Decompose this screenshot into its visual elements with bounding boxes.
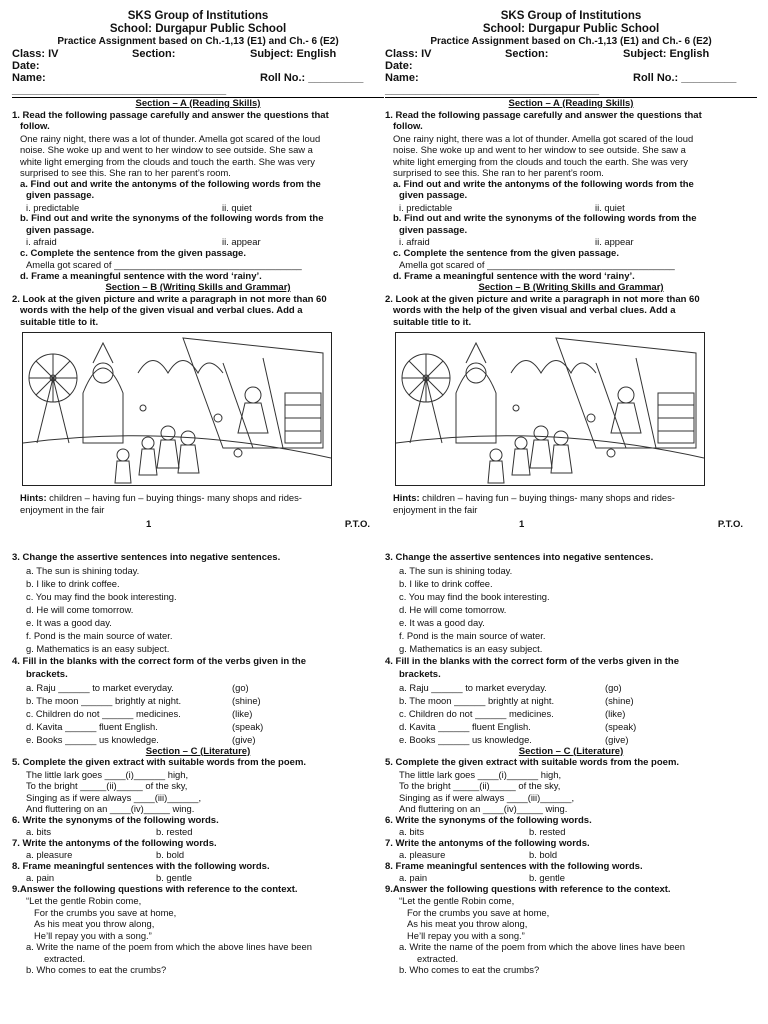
word-item: ii. appear (595, 236, 634, 247)
hints-cont: enjoyment in the fair (20, 503, 105, 515)
q3-item: b. I like to drink coffee. (399, 577, 493, 589)
question-3: 3. Change the assertive sentences into negative sentences. (12, 552, 281, 563)
section-label: Section: (505, 48, 549, 60)
word-item: ii. appear (222, 236, 261, 247)
poem-line: Singing as if were always ____(iii)______, (26, 791, 202, 803)
sheet-page-1-left (12, 10, 384, 530)
extract-line: He’ll repay you with a song.” (34, 929, 152, 941)
assignment-title: Practice Assignment based on Ch.-1,13 (E1) and Ch.- 6 (E2) (430, 36, 712, 47)
question-9a-cont: extracted. (417, 952, 459, 964)
section-a-title: Section – A (Reading Skills) (508, 98, 634, 109)
q4-sentence: b. The moon ______ brightly at night. (399, 694, 555, 706)
date-row (12, 60, 384, 72)
word-item: a. pleasure (26, 849, 73, 860)
question-8: 8. Frame meaningful sentences with the following words. (12, 860, 270, 872)
school-name: School: Durgapur Public School (482, 23, 660, 35)
passage-line: white light emerging from the clouds and touch the earth. She was very (20, 155, 315, 167)
q4-item (12, 694, 384, 707)
word-item: a. pleasure (399, 849, 446, 860)
q4-sentence: b. The moon ______ brightly at night. (26, 694, 182, 706)
q4-item (385, 707, 757, 720)
q4-item (12, 720, 384, 733)
roll-label: Roll No.: _________ (633, 72, 737, 84)
hints-label: Hints: (393, 492, 420, 503)
question-1-cont: follow. (393, 121, 423, 132)
question-1c: c. Complete the sentence from the given passage. (20, 247, 246, 259)
question-1c-line: Amella got scared of ____________________________________ (26, 259, 302, 270)
fair-illustration (396, 333, 704, 485)
word-item: ii. quiet (595, 201, 625, 213)
passage-line: noise. She woke up and went to her window to see outside. She saw a (393, 144, 686, 155)
page-number: 1 (146, 519, 152, 530)
q4-verb: (shine) (605, 694, 634, 706)
passage-line: surprised to see this. She ran to her parent’s room. (393, 167, 604, 178)
sheet-page-2-right (385, 552, 757, 1012)
q4-verb: (like) (232, 707, 253, 719)
question-9: 9.Answer the following questions with reference to the context. (12, 883, 298, 895)
q4-item (385, 681, 757, 694)
q4-item (12, 707, 384, 720)
question-1a-cont: given passage. (399, 190, 468, 201)
assignment-title: Practice Assignment based on Ch.-1,13 (E1) and Ch.- 6 (E2) (57, 36, 339, 47)
question-3: 3. Change the assertive sentences into negative sentences. (385, 552, 654, 563)
poem-line: To the bright _____(ii)_____ of the sky, (26, 780, 188, 791)
question-1b-cont: given passage. (26, 224, 95, 236)
date-row (385, 60, 757, 72)
word-item: a. pain (399, 872, 428, 883)
question-6: 6. Write the synonyms of the following words. (385, 814, 592, 826)
q3-item: d. He will come tomorrow. (399, 603, 507, 615)
section-b-title: Section – B (Writing Skills and Grammar) (478, 282, 664, 293)
q4-sentence: d. Kavita ______ fluent English. (399, 720, 531, 732)
q4-sentence: c. Children do not ______ medicines. (399, 707, 554, 719)
q4-item (385, 733, 757, 746)
question-9a-cont: extracted. (44, 952, 86, 964)
q3-item: f. Pond is the main source of water. (26, 629, 173, 641)
question-1b-words (385, 236, 757, 248)
pto-label: P.T.O. (344, 519, 370, 530)
question-1b-cont: given passage. (399, 224, 468, 236)
fair-illustration (23, 333, 331, 485)
fair-picture (395, 332, 705, 486)
hints-cont: enjoyment in the fair (393, 503, 478, 515)
question-1a: a. Find out and write the antonyms of the following words from the (393, 178, 694, 190)
word-item: a. bits (26, 826, 52, 837)
date-label: Date: (12, 60, 40, 72)
q4-item (385, 720, 757, 733)
hints-text: children – having fun – buying things- many shops and rides- (422, 492, 675, 503)
question-4: 4. Fill in the blanks with the correct form of the verbs given in the (385, 655, 680, 667)
poem-line: Singing as if were always ____(iii)______, (399, 791, 575, 803)
q3-item: g. Mathematics is an easy subject. (399, 642, 543, 654)
q7-words (385, 849, 757, 861)
question-7: 7. Write the antonyms of the following words. (385, 837, 590, 849)
hints-line (12, 492, 384, 504)
passage-line: One rainy night, there was a lot of thunder. Amella got scared of the loud (20, 132, 321, 144)
q4-verb: (shine) (232, 694, 261, 706)
q4-verb: (give) (605, 733, 629, 745)
class-label: Class: IV (12, 48, 59, 60)
poem-line: And fluttering on an ____(iv)_____ wing. (399, 803, 568, 814)
question-1: 1. Read the following passage carefully and answer the questions that (12, 109, 329, 121)
word-item: b. bold (156, 849, 185, 860)
q4-verb: (like) (605, 707, 626, 719)
name-row (385, 72, 757, 96)
subject-label: Subject: English (250, 48, 337, 60)
word-item: ii. quiet (222, 201, 252, 213)
name-label: Name: ___________________________________ (385, 72, 600, 96)
question-1c: c. Complete the sentence from the given passage. (393, 247, 619, 259)
question-1-cont: follow. (20, 121, 50, 132)
extract-line: As his meat you throw along, (34, 918, 155, 929)
q4-item (385, 694, 757, 707)
extract-line: “Let the gentle Robin come, (399, 895, 515, 906)
question-1a-words (385, 202, 757, 214)
q4-verb: (give) (232, 733, 256, 745)
roll-label: Roll No.: _________ (260, 72, 364, 84)
question-2-cont: suitable title to it. (393, 316, 472, 328)
question-2-cont: words with the help of the given visual and verbal clues. Add a (393, 305, 676, 316)
poem-line: And fluttering on an ____(iv)_____ wing. (26, 803, 195, 814)
name-row (12, 72, 384, 96)
passage-line: One rainy night, there was a lot of thunder. Amella got scared of the loud (393, 132, 694, 144)
q3-item: g. Mathematics is an easy subject. (26, 642, 170, 654)
question-7: 7. Write the antonyms of the following words. (12, 837, 217, 849)
q7-words (12, 849, 384, 861)
section-b-title: Section – B (Writing Skills and Grammar) (105, 282, 291, 293)
question-2: 2. Look at the given picture and write a paragraph in not more than 60 (385, 293, 700, 305)
question-1d: d. Frame a meaningful sentence with the word ‘rainy’. (20, 270, 262, 282)
class-row (12, 48, 384, 60)
q6-words (12, 826, 384, 838)
passage-line: white light emerging from the clouds and touch the earth. She was very (393, 155, 688, 167)
question-9a: a. Write the name of the poem from which the above lines have been (26, 941, 312, 952)
section-c-title: Section – C (Literature) (145, 745, 251, 757)
question-4: 4. Fill in the blanks with the correct form of the verbs given in the (12, 655, 307, 667)
pto-label: P.T.O. (717, 519, 743, 530)
extract-line: He’ll repay you with a song.” (407, 929, 525, 941)
name-label: Name: ___________________________________ (12, 72, 227, 96)
word-item: b. rested (529, 826, 566, 837)
question-2-cont: suitable title to it. (20, 316, 99, 328)
q3-item: f. Pond is the main source of water. (399, 629, 546, 641)
word-item: b. rested (156, 826, 193, 837)
word-item: a. bits (399, 826, 425, 837)
word-item: i. afraid (26, 236, 57, 247)
word-item: i. predictable (26, 201, 80, 213)
q4-sentence: a. Raju ______ to market everyday. (26, 681, 174, 693)
page-number: 1 (519, 519, 525, 530)
fair-picture (22, 332, 332, 486)
hints-label: Hints: (20, 492, 47, 503)
section-a-title: Section – A (Reading Skills) (135, 98, 261, 109)
q3-item: e. It was a good day. (399, 616, 485, 628)
q3-item: a. The sun is shining today. (399, 564, 513, 576)
school-name: School: Durgapur Public School (109, 23, 287, 35)
q4-verb: (speak) (605, 720, 637, 732)
sheet-page-1-right (385, 10, 757, 530)
q4-verb: (go) (232, 681, 249, 693)
word-item: b. gentle (156, 872, 192, 883)
question-2-cont: words with the help of the given visual and verbal clues. Add a (20, 305, 303, 316)
question-6: 6. Write the synonyms of the following words. (12, 814, 219, 826)
q3-item: d. He will come tomorrow. (26, 603, 134, 615)
passage-line: surprised to see this. She ran to her parent’s room. (20, 167, 231, 178)
q4-verb: (speak) (232, 720, 264, 732)
q4-sentence: c. Children do not ______ medicines. (26, 707, 181, 719)
word-item: a. pain (26, 872, 55, 883)
question-4-cont: brackets. (399, 668, 441, 680)
extract-line: For the crumbs you save at home, (407, 906, 550, 918)
date-label: Date: (385, 60, 413, 72)
word-item: b. gentle (529, 872, 565, 883)
poem-line: The little lark goes ____(i)______ high, (26, 768, 189, 780)
extract-line: “Let the gentle Robin come, (26, 895, 142, 906)
q4-sentence: d. Kavita ______ fluent English. (26, 720, 158, 732)
question-1a-cont: given passage. (26, 190, 95, 201)
question-1b: b. Find out and write the synonyms of the following words from the (20, 213, 324, 224)
question-9b: b. Who comes to eat the crumbs? (26, 964, 167, 975)
question-1a-words (12, 202, 384, 214)
section-label: Section: (132, 48, 176, 60)
q4-sentence: a. Raju ______ to market everyday. (399, 681, 547, 693)
q4-item (12, 681, 384, 694)
q3-item: b. I like to drink coffee. (26, 577, 120, 589)
question-5: 5. Complete the given extract with suitable words from the poem. (12, 757, 307, 768)
page-footer (12, 519, 384, 530)
class-label: Class: IV (385, 48, 432, 60)
sheet-page-2-left (12, 552, 384, 1012)
hints-text: children – having fun – buying things- many shops and rides- (49, 492, 302, 503)
question-1a: a. Find out and write the antonyms of the following words from the (20, 178, 321, 190)
q8-words (12, 872, 384, 884)
passage-line: noise. She woke up and went to her window to see outside. She saw a (20, 144, 313, 155)
question-8: 8. Frame meaningful sentences with the following words. (385, 860, 643, 872)
q4-sentence: e. Books ______ us knowledge. (399, 733, 532, 745)
poem-line: The little lark goes ____(i)______ high, (399, 768, 562, 780)
hints-line (385, 492, 757, 504)
extract-line: For the crumbs you save at home, (34, 906, 177, 918)
question-1b: b. Find out and write the synonyms of the following words from the (393, 213, 697, 224)
q3-item: c. You may find the book interesting. (26, 590, 177, 602)
word-item: i. afraid (399, 236, 430, 247)
question-1d: d. Frame a meaningful sentence with the word ‘rainy’. (393, 270, 635, 282)
q3-item: a. The sun is shining today. (26, 564, 140, 576)
q4-verb: (go) (605, 681, 622, 693)
extract-line: As his meat you throw along, (407, 918, 528, 929)
q6-words (385, 826, 757, 838)
question-9a: a. Write the name of the poem from which the above lines have been (399, 941, 685, 952)
institution-title: SKS Group of Institutions (500, 10, 642, 22)
class-row (385, 48, 757, 60)
question-1b-words (12, 236, 384, 248)
q3-item: e. It was a good day. (26, 616, 112, 628)
q4-sentence: e. Books ______ us knowledge. (26, 733, 159, 745)
institution-title: SKS Group of Institutions (127, 10, 269, 22)
question-9b: b. Who comes to eat the crumbs? (399, 964, 540, 975)
word-item: i. predictable (399, 201, 453, 213)
page-footer (385, 519, 757, 530)
q3-item: c. You may find the book interesting. (399, 590, 550, 602)
question-1: 1. Read the following passage carefully and answer the questions that (385, 109, 702, 121)
subject-label: Subject: English (623, 48, 710, 60)
word-item: b. bold (529, 849, 558, 860)
question-2: 2. Look at the given picture and write a paragraph in not more than 60 (12, 293, 327, 305)
question-4-cont: brackets. (26, 668, 68, 680)
poem-line: To the bright _____(ii)_____ of the sky, (399, 780, 561, 791)
q8-words (385, 872, 757, 884)
section-c-title: Section – C (Literature) (518, 745, 624, 757)
question-9: 9.Answer the following questions with reference to the context. (385, 883, 671, 895)
question-1c-line: Amella got scared of ____________________________________ (399, 259, 675, 270)
q4-item (12, 733, 384, 746)
question-5: 5. Complete the given extract with suitable words from the poem. (385, 757, 680, 768)
